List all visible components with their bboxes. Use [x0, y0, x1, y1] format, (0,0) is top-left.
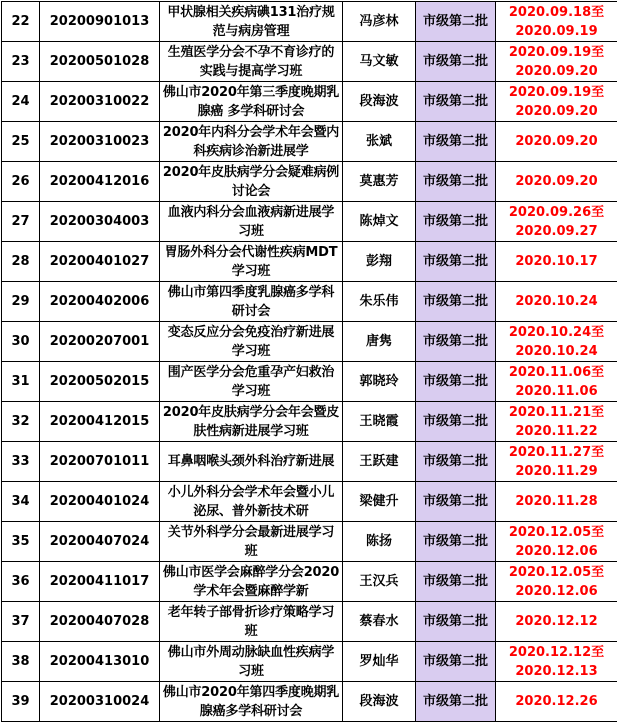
table-row: [2, 42, 617, 82]
course-leader: 罗灿华: [343, 642, 416, 682]
course-code: 20200402006: [40, 282, 160, 322]
course-code: 20200310022: [40, 82, 160, 122]
row-number: 26: [2, 162, 40, 202]
row-number: 38: [2, 642, 40, 682]
table-row: [2, 402, 617, 442]
course-title: 2020年内科分会学术年会暨内科疾病诊治新进展学: [160, 122, 343, 162]
course-leader: 段海波: [343, 82, 416, 122]
table-row: [2, 82, 617, 122]
table-row: [2, 522, 617, 562]
course-title: 变态反应分会免疫治疗新进展学习班: [160, 322, 343, 362]
course-date: 2020.09.19至2020.09.20: [496, 82, 617, 122]
course-date: 2020.12.05至2020.12.06: [496, 562, 617, 602]
approval-batch: 市级第二批: [416, 162, 496, 202]
course-leader: 莫惠芳: [343, 162, 416, 202]
course-leader: 陈焯文: [343, 202, 416, 242]
table-row: [2, 2, 617, 42]
course-code: 20200401024: [40, 482, 160, 522]
table-row: [2, 122, 617, 162]
approval-batch: 市级第二批: [416, 402, 496, 442]
course-leader: 彭翔: [343, 242, 416, 282]
row-number: 31: [2, 362, 40, 402]
course-date: 2020.10.17: [496, 242, 617, 282]
course-leader: 陈扬: [343, 522, 416, 562]
course-title: 佛山市2020年第四季度晚期乳腺癌多学科研讨会: [160, 682, 343, 722]
row-number: 30: [2, 322, 40, 362]
row-number: 37: [2, 602, 40, 642]
approval-batch: 市级第二批: [416, 482, 496, 522]
row-number: 22: [2, 2, 40, 42]
table-row: [2, 442, 617, 482]
table-row: [2, 562, 617, 602]
approval-batch: 市级第二批: [416, 82, 496, 122]
course-code: 20200412016: [40, 162, 160, 202]
table-row: [2, 642, 617, 682]
course-title: 围产医学分会危重孕产妇救治学习班: [160, 362, 343, 402]
course-code: 20200207001: [40, 322, 160, 362]
row-number: 32: [2, 402, 40, 442]
row-number: 25: [2, 122, 40, 162]
approval-batch: 市级第二批: [416, 602, 496, 642]
course-leader: 郭晓玲: [343, 362, 416, 402]
course-title: 耳鼻咽喉头颈外科治疗新进展: [160, 442, 343, 482]
course-code: 20200401027: [40, 242, 160, 282]
course-leader: 王晓霞: [343, 402, 416, 442]
course-date: 2020.11.27至2020.11.29: [496, 442, 617, 482]
course-code: 20200701011: [40, 442, 160, 482]
row-number: 36: [2, 562, 40, 602]
approval-batch: 市级第二批: [416, 442, 496, 482]
course-date: 2020.09.26至2020.09.27: [496, 202, 617, 242]
course-date: 2020.11.21至2020.11.22: [496, 402, 617, 442]
course-leader: 马文敏: [343, 42, 416, 82]
course-title: 2020年皮肤病学分会疑难病例讨论会: [160, 162, 343, 202]
course-code: 20200901013: [40, 2, 160, 42]
course-date: 2020.11.28: [496, 482, 617, 522]
table-row: [2, 322, 617, 362]
course-code: 20200304003: [40, 202, 160, 242]
course-date: 2020.12.26: [496, 682, 617, 722]
row-number: 34: [2, 482, 40, 522]
approval-batch: 市级第二批: [416, 362, 496, 402]
course-title: 佛山市外周动脉缺血性疾病学习班: [160, 642, 343, 682]
table-row: [2, 362, 617, 402]
course-title: 生殖医学分会不孕不育诊疗的实践与提高学习班: [160, 42, 343, 82]
course-date: 2020.09.18至2020.09.19: [496, 2, 617, 42]
course-title: 佛山市2020年第三季度晚期乳腺癌 多学科研讨会: [160, 82, 343, 122]
course-title: 甲状腺相关疾病碘131治疗规范与病房管理: [160, 2, 343, 42]
approval-batch: 市级第二批: [416, 322, 496, 362]
approval-batch: 市级第二批: [416, 562, 496, 602]
course-code: 20200502015: [40, 362, 160, 402]
table-row: [2, 202, 617, 242]
table-row: [2, 482, 617, 522]
table-row: [2, 242, 617, 282]
approval-batch: 市级第二批: [416, 522, 496, 562]
course-table-body: [2, 2, 617, 722]
row-number: 33: [2, 442, 40, 482]
course-code: 20200407028: [40, 602, 160, 642]
course-code: 20200310024: [40, 682, 160, 722]
approval-batch: 市级第二批: [416, 282, 496, 322]
row-number: 28: [2, 242, 40, 282]
course-leader: 冯彦林: [343, 2, 416, 42]
approval-batch: 市级第二批: [416, 242, 496, 282]
approval-batch: 市级第二批: [416, 42, 496, 82]
course-code: 20200413010: [40, 642, 160, 682]
course-date: 2020.11.06至2020.11.06: [496, 362, 617, 402]
row-number: 29: [2, 282, 40, 322]
course-leader: 王跃建: [343, 442, 416, 482]
row-number: 23: [2, 42, 40, 82]
row-number: 24: [2, 82, 40, 122]
table-row: [2, 602, 617, 642]
course-leader: 朱乐伟: [343, 282, 416, 322]
course-table: [1, 1, 617, 722]
approval-batch: 市级第二批: [416, 122, 496, 162]
table-row: [2, 282, 617, 322]
approval-batch: 市级第二批: [416, 682, 496, 722]
course-date: 2020.12.12: [496, 602, 617, 642]
course-leader: 唐隽: [343, 322, 416, 362]
table-row: [2, 162, 617, 202]
course-title: 2020年皮肤病学分会年会暨皮肤性病新进展学习班: [160, 402, 343, 442]
course-leader: 张斌: [343, 122, 416, 162]
course-title: 胃肠外科分会代谢性疾病MDT学习班: [160, 242, 343, 282]
table-row: [2, 682, 617, 722]
approval-batch: 市级第二批: [416, 2, 496, 42]
approval-batch: 市级第二批: [416, 202, 496, 242]
course-leader: 梁健升: [343, 482, 416, 522]
course-code: 20200310023: [40, 122, 160, 162]
approval-batch: 市级第二批: [416, 642, 496, 682]
course-title: 血液内科分会血液病新进展学习班: [160, 202, 343, 242]
course-date: 2020.09.20: [496, 162, 617, 202]
course-leader: 蔡春水: [343, 602, 416, 642]
course-leader: 王汉兵: [343, 562, 416, 602]
course-code: 20200411017: [40, 562, 160, 602]
row-number: 35: [2, 522, 40, 562]
course-code: 20200412015: [40, 402, 160, 442]
course-date: 2020.10.24至2020.10.24: [496, 322, 617, 362]
course-date: 2020.12.12至2020.12.13: [496, 642, 617, 682]
course-title: 小儿外科分会学术年会暨小儿泌尿、普外新技术研: [160, 482, 343, 522]
course-date: 2020.12.05至2020.12.06: [496, 522, 617, 562]
course-code: 20200501028: [40, 42, 160, 82]
course-title: 老年转子部骨折诊疗策略学习班: [160, 602, 343, 642]
course-code: 20200407024: [40, 522, 160, 562]
course-title: 关节外科学分会最新进展学习班: [160, 522, 343, 562]
course-date: 2020.09.20: [496, 122, 617, 162]
course-date: 2020.10.24: [496, 282, 617, 322]
course-title: 佛山市第四季度乳腺癌多学科研讨会: [160, 282, 343, 322]
course-title: 佛山市医学会麻醉学分会2020学术年会暨麻醉学新: [160, 562, 343, 602]
row-number: 27: [2, 202, 40, 242]
course-leader: 段海波: [343, 682, 416, 722]
row-number: 39: [2, 682, 40, 722]
course-date: 2020.09.19至2020.09.20: [496, 42, 617, 82]
